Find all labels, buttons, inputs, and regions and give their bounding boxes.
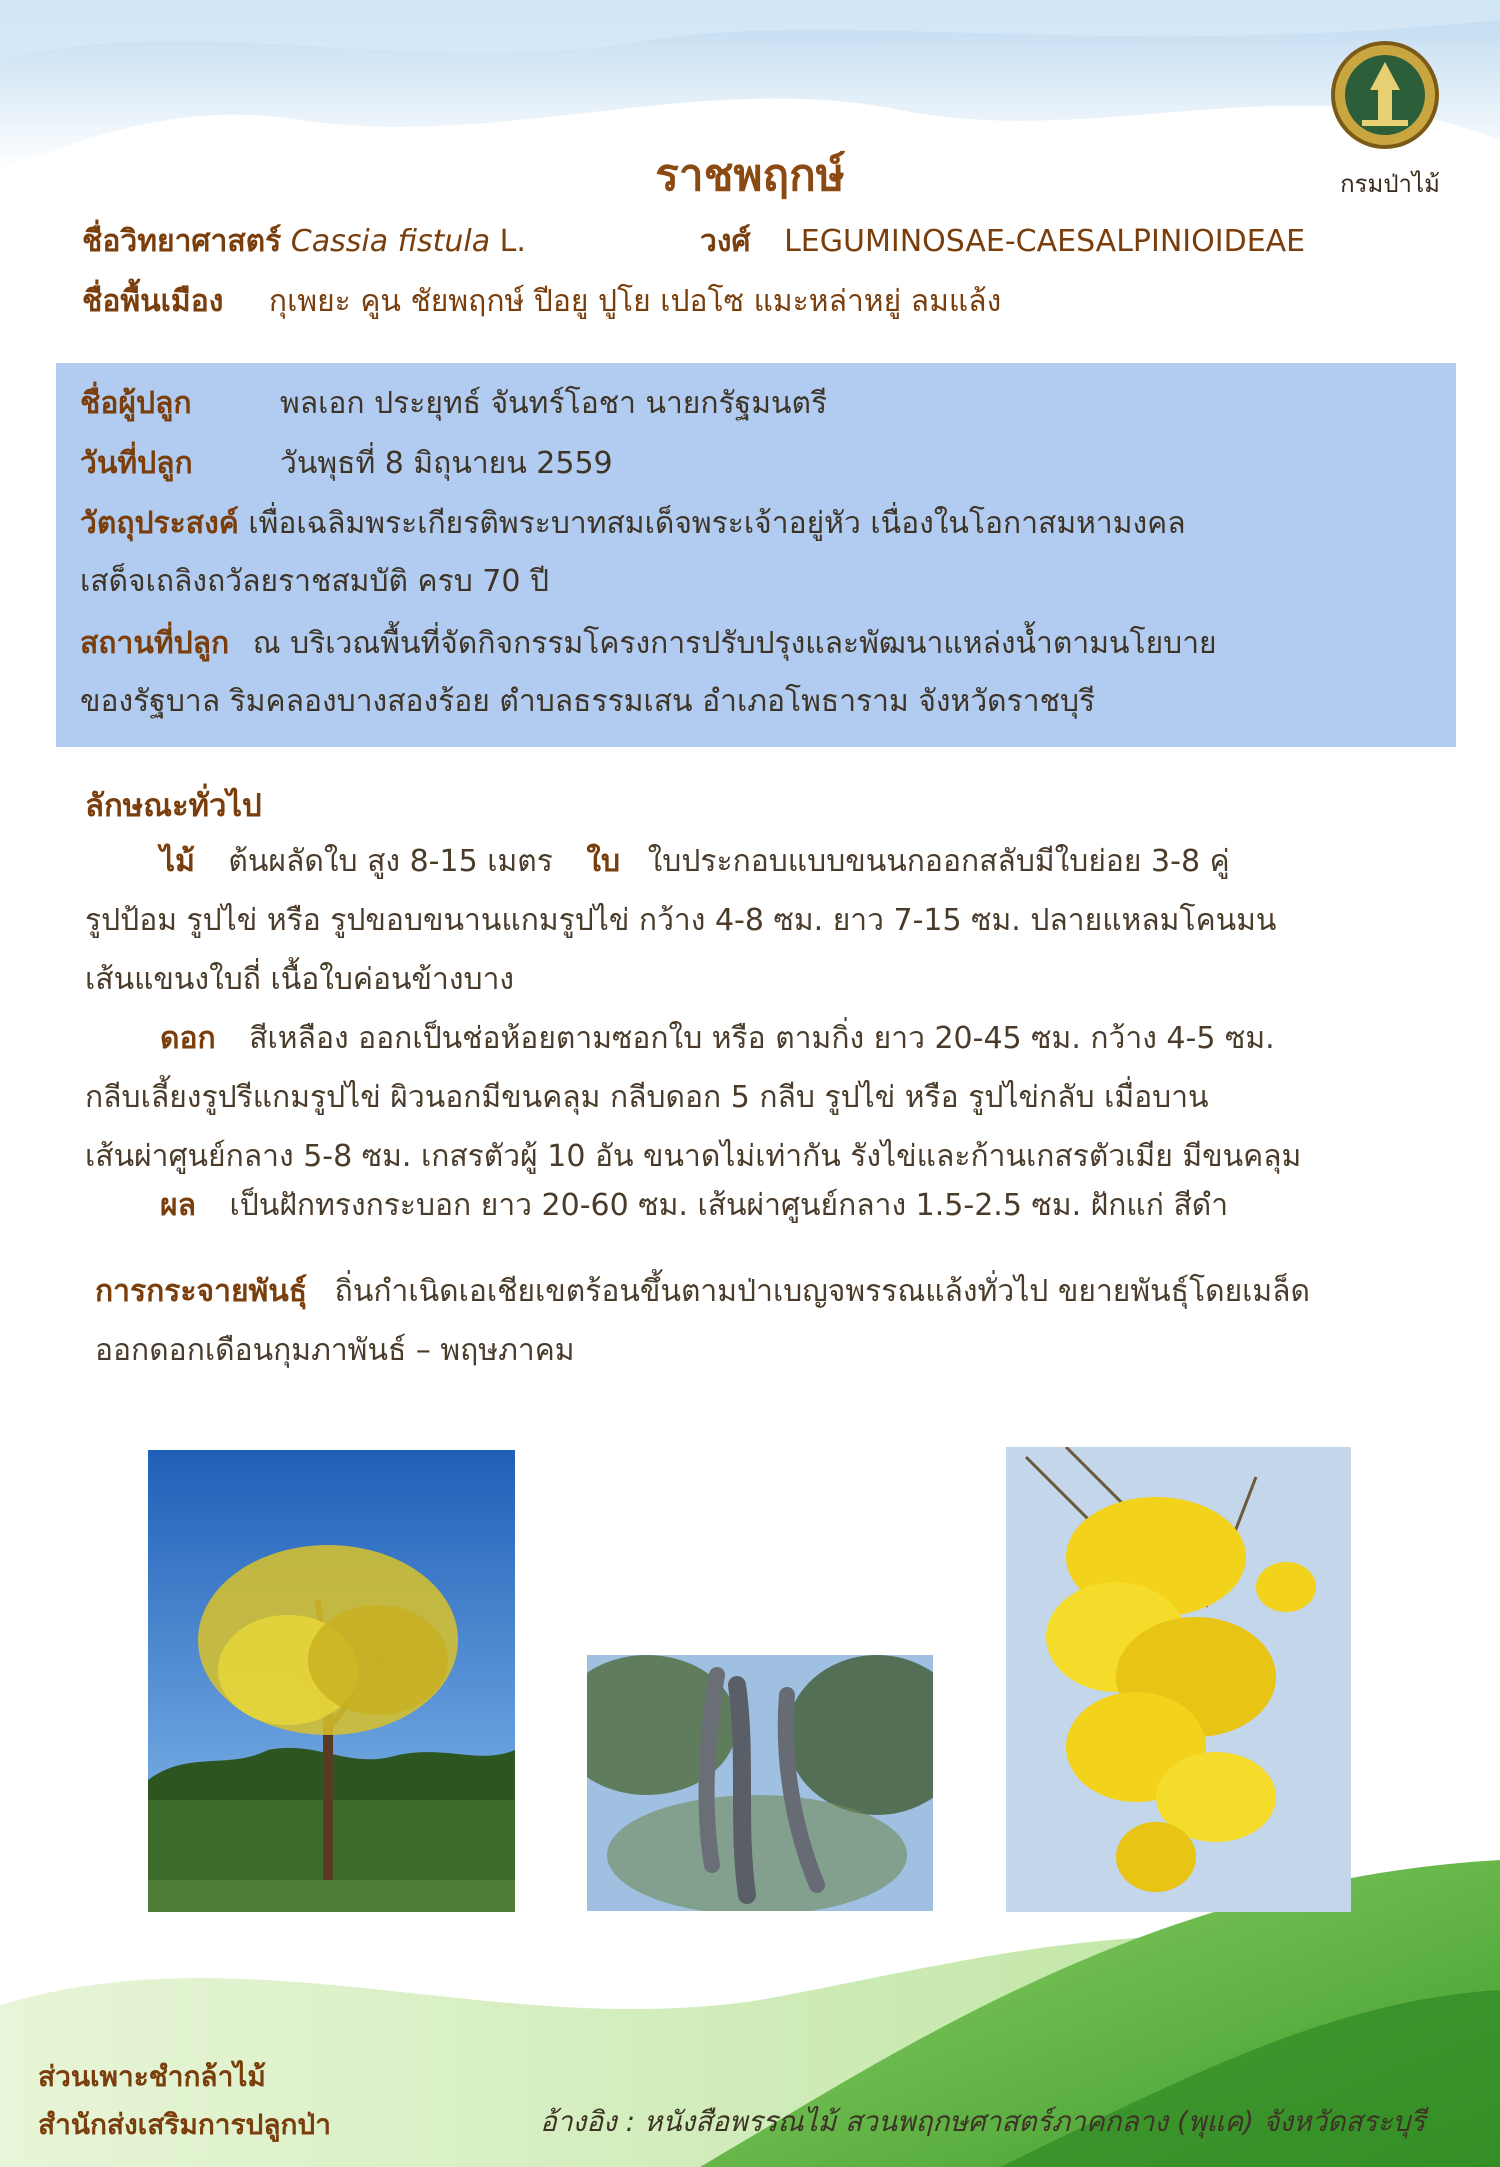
distribution-label: การกระจายพันธุ์	[95, 1274, 308, 1309]
tree-photo	[148, 1450, 515, 1912]
pods-photo	[587, 1655, 933, 1911]
characteristics-heading: ลักษณะทั่วไป	[85, 788, 262, 824]
scientific-name-label: ชื่อวิทยาศาสตร์	[82, 224, 282, 259]
leaf-line-2: รูปป้อม รูปไข่ หรือ รูปขอบขนานแกมรูปไข่ กว้าง 4-8 ซม. ยาว 7-15 ซม. ปลายแหลมโคนมน	[85, 903, 1277, 938]
leaf-line-3: เส้นแขนงใบถี่ เนื้อใบค่อนข้างบาง	[85, 962, 515, 997]
tree-label: ไม้	[160, 844, 195, 879]
flower-line	[85, 1009, 1430, 1068]
place-line-1: ณ บริเวณพื้นที่จัดกิจกรรมโครงการปรับปรุงและพัฒนาแหล่งน้ำตามนโยบาย	[252, 626, 1217, 661]
flower-line-3: เส้นผ่าศูนย์กลาง 5-8 ซม. เกสรตัวผู้ 10 อัน ขนาดไม่เท่ากัน รังไข่และก้านเกสรตัวเมีย มีขนคลุม	[85, 1139, 1302, 1174]
org-line-2: สำนักส่งเสริมการปลูกป่า	[38, 2108, 331, 2141]
flower-label: ดอก	[160, 1021, 216, 1056]
purpose-line-2: เสด็จเถลิงถวัลยราชสมบัติ ครบ 70 ปี	[80, 564, 550, 599]
scientific-name: Cassia fistula	[290, 224, 491, 259]
distribution-line-2: ออกดอกเดือนกุมภาพันธ์ – พฤษภาคม	[95, 1333, 575, 1368]
family-label: วงศ์	[700, 224, 751, 259]
reference-text: อ้างอิง : หนังสือพรรณไม้ สวนพฤกษศาสตร์ภาคกลาง (พุแค) จังหวัดสระบุรี	[540, 2105, 1426, 2138]
tree-text: ต้นผลัดใบ สูง 8-15 เมตร	[228, 844, 553, 879]
local-name-row	[82, 278, 1001, 325]
local-name-value: กุเพยะ คูน ชัยพฤกษ์ ปีอยู ปูโย เปอโซ แมะหล่าหยู่ ลมแล้ง	[268, 284, 1002, 319]
forest-department-seal-icon	[1330, 40, 1440, 150]
flower-line-1: สีเหลือง ออกเป็นช่อห้อยตามซอกใบ หรือ ตามกิ่ง ยาว 20-45 ซม. กว้าง 4-5 ซม.	[249, 1021, 1275, 1056]
scientific-name-row	[82, 218, 526, 265]
distribution-line-1: ถิ่นกำเนิดเอเชียเขตร้อนขึ้นตามป่าเบญจพรรณแล้งทั่วไป ขยายพันธุ์โดยเมล็ด	[334, 1274, 1311, 1309]
planter-value: พลเอก ประยุทธ์ จันทร์โอชา นายกรัฐมนตรี	[280, 386, 828, 421]
local-name-label: ชื่อพื้นเมือง	[82, 284, 224, 319]
purpose-row	[80, 500, 1186, 547]
fruit-label: ผล	[160, 1188, 196, 1223]
purpose-label: วัตถุประสงค์	[80, 506, 239, 541]
scientific-author: L.	[499, 224, 526, 259]
leaf-line-1: ใบประกอบแบบขนนกออกสลับมีใบย่อย 3-8 คู่	[647, 844, 1230, 879]
flowers-photo	[1006, 1447, 1351, 1912]
leaf-label: ใบ	[586, 844, 621, 879]
date-value: วันพุธที่ 8 มิถุนายน 2559	[280, 446, 613, 481]
place-row	[80, 620, 1217, 667]
planter-row	[80, 380, 828, 427]
tree-leaf-line	[85, 832, 1430, 891]
characteristics-body	[85, 832, 1430, 1235]
fruit-text: เป็นฝักทรงกระบอก ยาว 20-60 ซม. เส้นผ่าศูนย์กลาง 1.5-2.5 ซม. ฝักแก่ สีดำ	[229, 1188, 1229, 1223]
distribution-line-1-row	[95, 1262, 1440, 1321]
purpose-line-1: เพื่อเฉลิมพระเกียรติพระบาทสมเด็จพระเจ้าอยู่หัว เนื่องในโอกาสมหามงคล	[248, 506, 1186, 541]
family-value: LEGUMINOSAE-CAESALPINIOIDEAE	[784, 224, 1306, 259]
seal-caption: กรมป่าไม้	[1340, 170, 1440, 198]
flower-line-2: กลีบเลี้ยงรูปรีแกมรูปไข่ ผิวนอกมีขนคลุม กลีบดอก 5 กลีบ รูปไข่ หรือ รูปไข่กลับ เมื่อบาน	[85, 1080, 1209, 1115]
place-line-2: ของรัฐบาล ริมคลองบางสองร้อย ตำบลธรรมเสน อำเภอโพธาราม จังหวัดราชบุรี	[80, 684, 1096, 719]
org-line-1: ส่วนเพาะชำกล้าไม้	[38, 2060, 266, 2093]
distribution-block	[95, 1262, 1440, 1380]
page-title: ราชพฤกษ์	[655, 150, 845, 201]
place-label: สถานที่ปลูก	[80, 626, 230, 661]
date-label: วันที่ปลูก	[80, 446, 193, 481]
planter-label: ชื่อผู้ปลูก	[80, 386, 192, 421]
family-row	[700, 218, 1305, 265]
date-row	[80, 440, 613, 487]
